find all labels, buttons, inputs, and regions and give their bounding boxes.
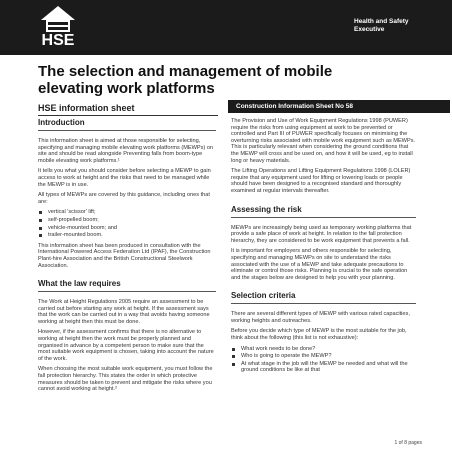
section-heading-introduction: Introduction	[38, 118, 216, 131]
paragraph: It is important for employers and others responsible for selecting, specifying and managing MEWPs on site to understand the risks associated with the use of a MEWP and take adequate precautions to eliminate or control those risks. Planning is crucial to the safe operation and the stages below are designed to help you with your planning.	[231, 248, 408, 281]
list-item: Who is going to operate the MEWP?	[231, 353, 416, 360]
sheet-number: Construction Information Sheet No 58	[236, 103, 354, 110]
paragraph: MEWPs are increasingly being used as temporary working platforms that provide a safe place of work at height. In relation to the fall protection hierarchy, they are considered to be work equipment that prevents a fall.	[231, 224, 412, 244]
paragraph: The Provision and Use of Work Equipment Regulations 1998 (PUWER) require the risks from using equipment at work to be prevented or controlled and Part III of PUWER specifically focuses on minimising the overturning risks associated with mobile work equipment such as MEWPs. This is particularly relevant when considering the ground conditions that the MEWP will cross and be used on, and how it will be used, eg to install long or heavy materials.	[231, 118, 416, 164]
section-heading-risk: Assessing the risk	[231, 205, 416, 218]
document-title: The selection and management of mobile elevating work platforms	[38, 63, 333, 97]
paragraph: It tells you what you should consider before selecting a MEWP to gain access to work at height and the risks that need to be managed while the MEWP is in use.	[38, 168, 211, 188]
list-item: vehicle-mounted boom; and	[38, 225, 216, 232]
section-heading-law: What the law requires	[38, 279, 216, 292]
paragraph: The Work at Height Regulations 2005 require an assessment to be carried out before starting any work at height. If the assessment says that the work can be carried out in a way that avoids having someone working at height then this must be done.	[38, 299, 210, 325]
agency-line-2: Executive	[354, 26, 385, 33]
left-column	[38, 118, 216, 397]
hse-logo	[38, 4, 78, 52]
right-column	[231, 118, 416, 378]
agency-line-1: Health and Safety	[354, 18, 409, 25]
paragraph: There are several different types of MEWP with various rated capacities, working heights and outreaches.	[231, 311, 410, 324]
sheet-number-box	[228, 100, 450, 113]
list-item: At what stage in the job will the MEWP be needed and what will the ground conditions be like at that	[231, 361, 416, 374]
hse-roof-icon	[38, 4, 78, 34]
divider	[38, 115, 218, 116]
paragraph: When choosing the most suitable work equipment, you must follow the fall protection hierarchy. This states the order in which protective measures should be taken to prevent and mitigate the risks where you cannot avoid working at height.²	[38, 366, 213, 393]
paragraph: However, if the assessment confirms that there is no alternative to working at height then the work must be properly planned and organised in advance by a competent person to make sure that the most suitable work equipment is chosen, taking into account the nature of the work.	[38, 329, 214, 362]
paragraph: This information sheet is aimed at those responsible for selecting, specifying and managing mobile elevating work platforms (MEWPs) on site and should be read alongside Preventing falls from boom-type mobile elevating work platforms.¹	[38, 138, 214, 164]
section-heading-selection: Selection criteria	[231, 291, 416, 304]
header-bar	[0, 0, 452, 55]
paragraph: The Lifting Operations and Lifting Equipment Regulations 1998 (LOLER) require that any equipment used for lifting or lowering loads or people should have been designed to a recognised standard and thoroughly examined at regular intervals thereafter.	[231, 168, 411, 194]
agency-name	[354, 18, 424, 34]
list-item: What work needs to be done?	[231, 346, 416, 353]
list-item: trailer-mounted boom.	[38, 232, 216, 239]
questions-list	[231, 346, 416, 374]
mewp-types-list	[38, 209, 216, 238]
paragraph: Before you decide which type of MEWP is the most suitable for the job, think about the following (this list is not exhaustive):	[231, 328, 407, 342]
logo-text: HSE	[41, 32, 75, 49]
paragraph: This information sheet has been produced in consultation with the International Powered Access Federation Ltd (IPAF), the Construction Plant-hire Association and the British Constructional Steelwork Association.	[38, 242, 211, 269]
paragraph: All types of MEWPs are covered by this guidance, including ones that are:	[38, 192, 210, 205]
list-item: self-propelled boom;	[38, 217, 216, 224]
sheet-label: HSE information sheet	[38, 103, 135, 113]
list-item: vertical 'scissor' lift;	[38, 209, 216, 216]
page-number: 1 of 8 pages	[394, 440, 422, 446]
